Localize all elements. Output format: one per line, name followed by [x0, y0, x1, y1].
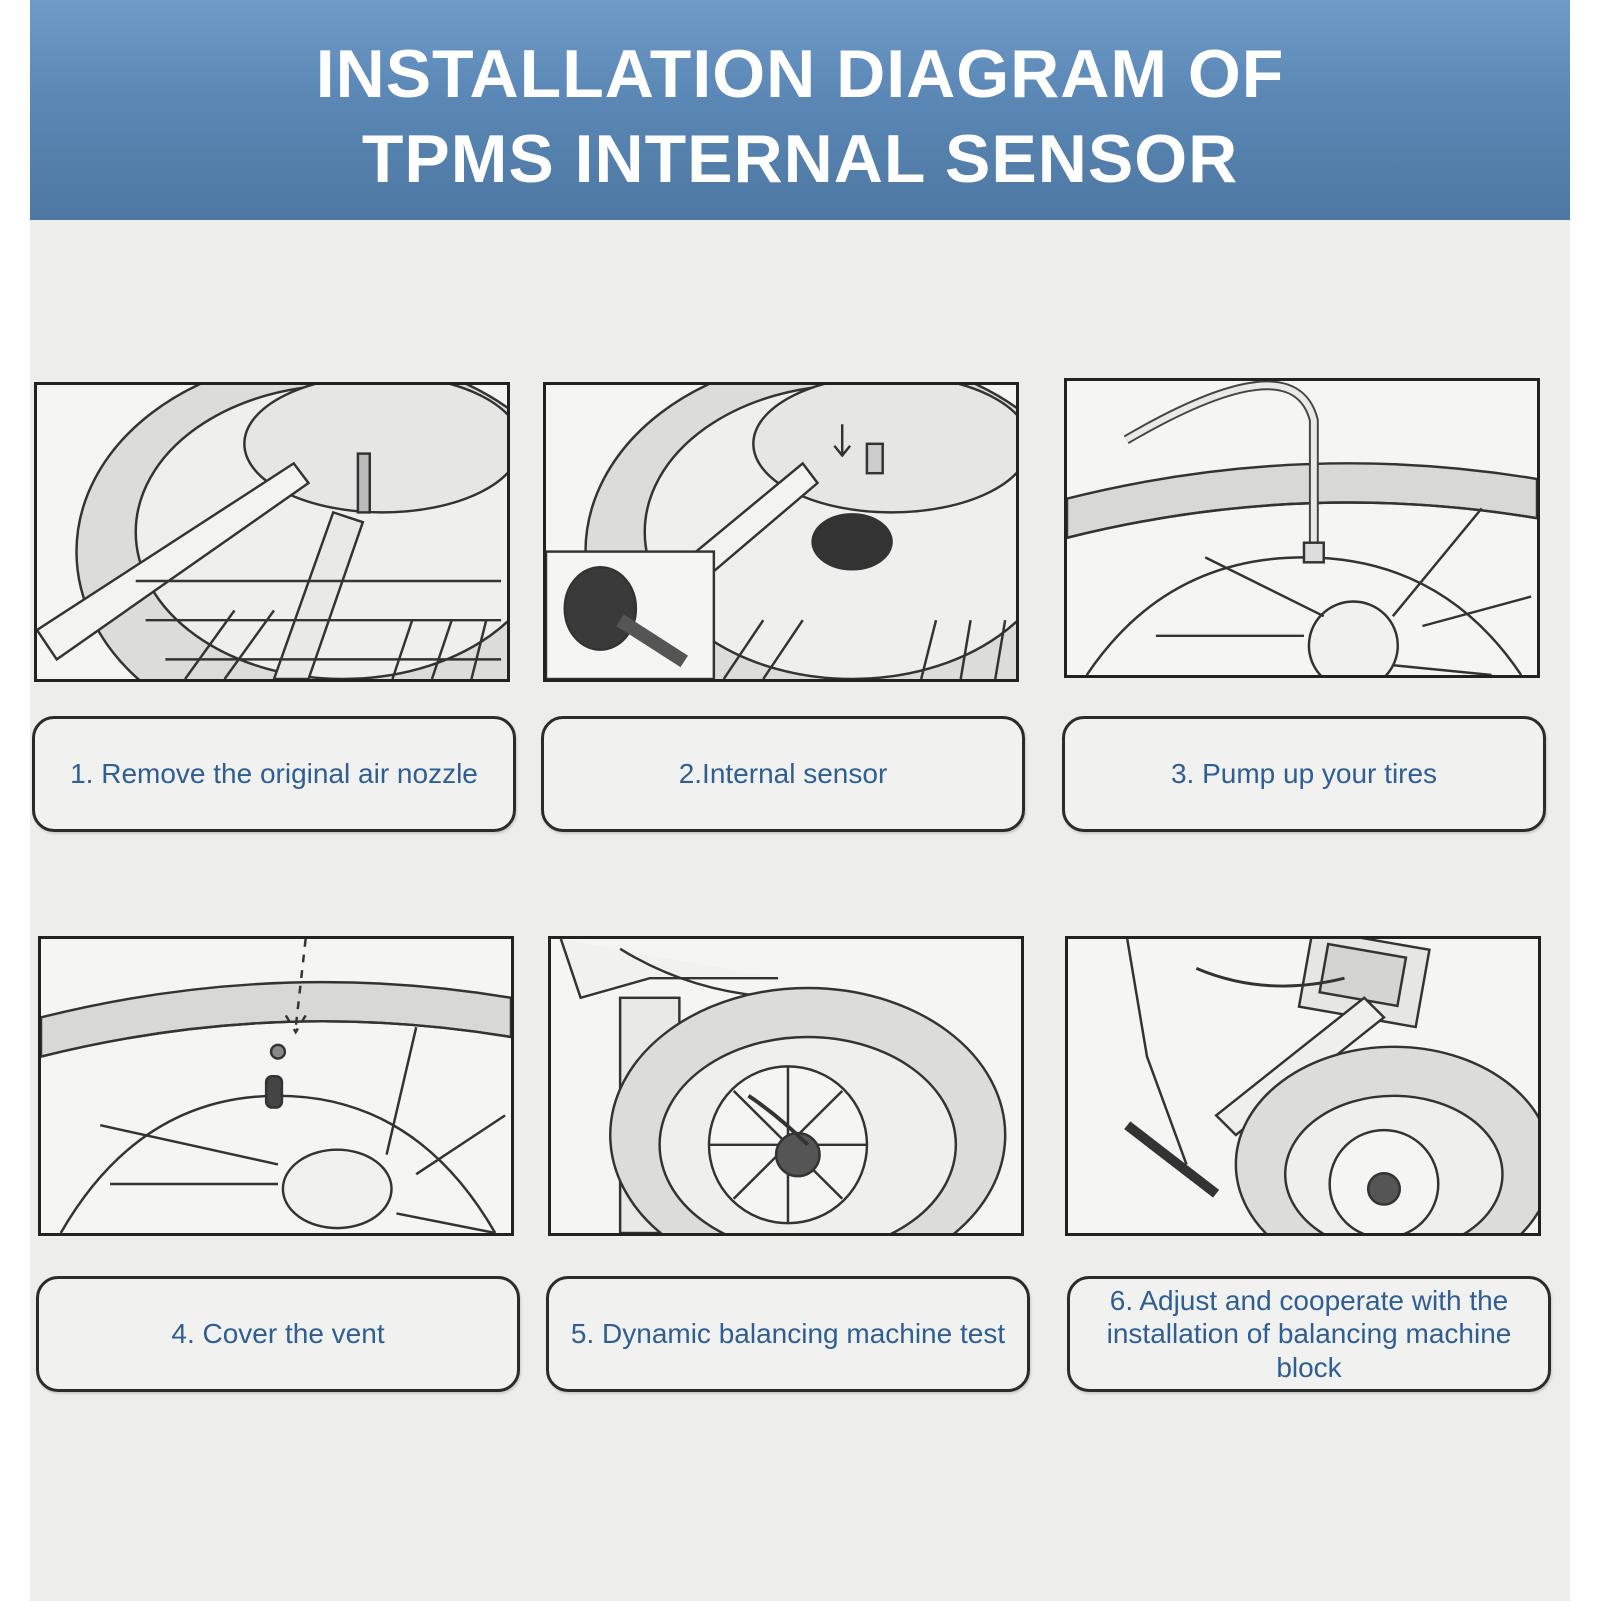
- step-3-illustration: [1064, 378, 1540, 678]
- step-4-illustration: [38, 936, 514, 1236]
- step-1-illustration: [34, 382, 510, 682]
- page-title-line-2: TPMS INTERNAL SENSOR: [361, 121, 1239, 197]
- step-4-caption: 4. Cover the vent: [36, 1276, 520, 1392]
- step-2-caption: 2.Internal sensor: [541, 716, 1025, 832]
- page-title-line-1: INSTALLATION DIAGRAM OF: [315, 36, 1285, 112]
- step-6-caption: 6. Adjust and cooperate with the installation of balancing machine block: [1067, 1276, 1551, 1392]
- step-2-illustration: [543, 382, 1019, 682]
- step-5-caption: 5. Dynamic balancing machine test: [546, 1276, 1030, 1392]
- title-banner: [30, 0, 1570, 220]
- step-3-caption: 3. Pump up your tires: [1062, 716, 1546, 832]
- step-1-caption: 1. Remove the original air nozzle: [32, 716, 516, 832]
- step-6-illustration: [1065, 936, 1541, 1236]
- step-5-illustration: [548, 936, 1024, 1236]
